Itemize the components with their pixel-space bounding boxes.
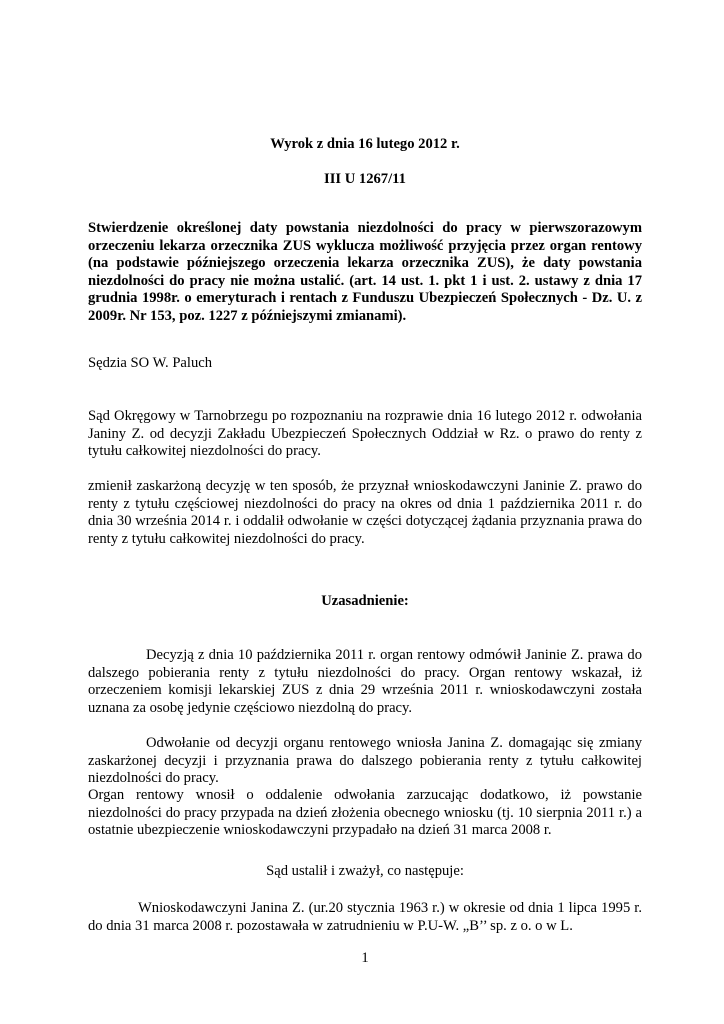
findings-paragraph: Wnioskodawczyni Janina Z. (ur.20 stycznia 1963 r.) w okresie od dnia 1 lipca 1995 r. do dnia 31 marca 2008 r. pozostawała w zatrudnieniu w P.U-W. „B’’ sp. z o. o w L.	[88, 900, 642, 934]
ruling-paragraph: zmienił zaskarżoną decyzję w ten sposób, że przyznał wnioskodawczyni Janinie Z. prawo do renty z tytułu częściowej niezdolności do pracy na okres od dnia 1 października 2011 r. do dnia 30 września 2014 r. i oddalił odwołanie w części dotyczącej żądania przyznania prawa do renty z tytułu całkowitej niezdolności do pracy.	[88, 478, 642, 547]
justification-paragraph-3: Organ rentowy wnosił o oddalenie odwołania zarzucając dodatkowo, iż powstanie niezdolności do pracy przypada na dzień złożenia obecnego wniosku (tj. 10 sierpnia 2011 r.) a ostatnie ubezpieczenie wnioskodawczyni przypadało na dzień 31 marca 2008 r.	[88, 787, 642, 838]
justification-paragraph-2: Odwołanie od decyzji organu rentowego wniosła Janina Z. domagając się zmiany zaskarżonej decyzji i przyznania prawa do dalszego pobierania renty z tytułu całkowitej niezdolności do pracy.	[88, 735, 642, 786]
justification-heading: Uzasadnienie:	[321, 593, 409, 609]
case-number: III U 1267/11	[324, 171, 406, 187]
page-number: 1	[361, 950, 369, 966]
findings-heading: Sąd ustalił i zważył, co następuje:	[266, 863, 464, 879]
judgment-title: Wyrok z dnia 16 lutego 2012 r.	[270, 136, 460, 152]
thesis-paragraph: Stwierdzenie określonej daty powstania niezdolności do pracy w pierwszorazowym orzeczeniu lekarza orzecznika ZUS wyklucza możliwość przyjęcia przez organ rentowy (na podstawie późniejszego orzeczenia lekarza orzecznika ZUS), że daty powstania niezdolności do pracy nie można ustalić. (art. 14 ust. 1. pkt 1 i ust. 2. ustawy z dnia 17 grudnia 1998r. o emeryturach i rentach z Funduszu Ubezpieczeń Społecznych - Dz. U. z 2009r. Nr 153, poz. 1227 z późniejszymi zmianami).	[88, 220, 642, 324]
justification-paragraph-1: Decyzją z dnia 10 października 2011 r. organ rentowy odmówił Janinie Z. prawa do dalszego pobierania renty z tytułu niezdolności do pracy. Organ rentowy wskazał, iż orzeczeniem komisji lekarskiej ZUS z dnia 29 września 2011 r. wnioskodawczyni została uznana za osobę jedynie częściowo niezdolną do pracy.	[88, 647, 642, 716]
judge-name: Sędzia SO W. Paluch	[88, 355, 213, 371]
intro-paragraph: Sąd Okręgowy w Tarnobrzegu po rozpoznaniu na rozprawie dnia 16 lutego 2012 r. odwołania Janiny Z. od decyzji Zakładu Ubezpieczeń Społecznych Oddział w Rz. o prawo do renty z tytułu całkowitej niezdolności do pracy.	[88, 408, 642, 459]
